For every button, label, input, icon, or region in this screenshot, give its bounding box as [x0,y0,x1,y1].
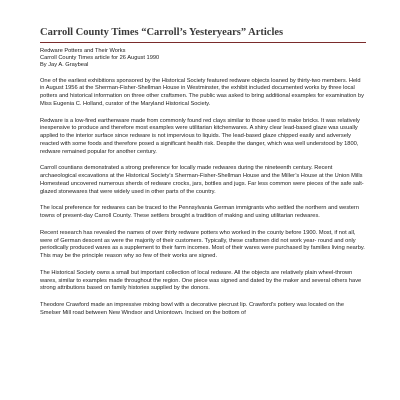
article-body [40,78,366,318]
title-divider [40,42,366,43]
paragraph: The local preference for redwares can be traced to the Pennsylvania German immigrants who settled the northern and western towns of present-day Carroll County. These settlers brought a tradition of making and using utilitarian redwares. [40,205,359,220]
paragraph: Recent research has revealed the names of over thirty redware potters who worked in the county before 1900. Most, if not all, were of German descent as were the majority of their customers. Typically, these craftsmen did not work year- round and only periodically produced wares as a supplement to their farm incomes. Most of their wares were purchased by families living nearby. This may be the principle reason why so few of their works are signed. [40,229,365,260]
article-meta [40,48,366,70]
paragraph: One of the earliest exhibitions sponsored by the Historical Society featured redware objects loaned by thirty-two members. Held in August 1956 at the Sherman-Fisher-Shellman House in Westminster, the exhibit included documented works by three local potters and historical information on three other craftsmen. The public was asked to bring additional examples for examination by Miss Eugenia C. Holland, curator of the Maryland Historical Society. [40,77,364,107]
page-title: Carroll County Times “Carroll’s Yesteryears” Articles [40,27,284,38]
paragraph: Theodore Crawford made an impressive mixing bowl with a decorative piecrust lip. Crawford’s pottery was located on the Smelser Mill road between New Windsor and Uniontown. Incised on the bottom of [40,302,345,316]
paragraph: Redware is a low-fired earthenware made from commonly found red clays similar to those used to make bricks. It was relatively inexpensive to produce and therefore most examples were utilitarian kitchenwares. A shiny clear lead-based glaze was usually applied to the interior surface since redware is not impervious to liquids. The lead-based glaze chipped easily and adversely reacted with some foods and therefore posed a significant health risk. Despite the danger, which was well understood by 1800, redware remained popular for another century. [40,117,360,155]
paragraph: The Historical Society owns a small but important collection of local redware. All the objects are relatively plain wheel-thrown wares, similar to examples made throughout the region. One piece was signed and dated by the maker and several others have strong attributions based on family histories supplied by the donors. [40,269,362,292]
article-byline: By Jay A. Graybeal [40,62,89,69]
article-heading: Redware Potters and Their Works [40,48,126,54]
article-source: Carroll County Times article for 26 August 1990 [40,55,160,62]
article-page [40,26,366,327]
paragraph: Carroll countians demonstrated a strong preference for locally made redwares during the nineteenth century. Recent archaeological excavations at the Historical Society’s Sherman-Fisher-Shellman House and the Miller’s House at the Union Mills Homestead uncovered numerous sherds of redware crocks, jars, bottles and jugs. Far less common were pieces of the safe salt-glazed stonewares that were widely used in other parts of the country. [40,165,364,195]
